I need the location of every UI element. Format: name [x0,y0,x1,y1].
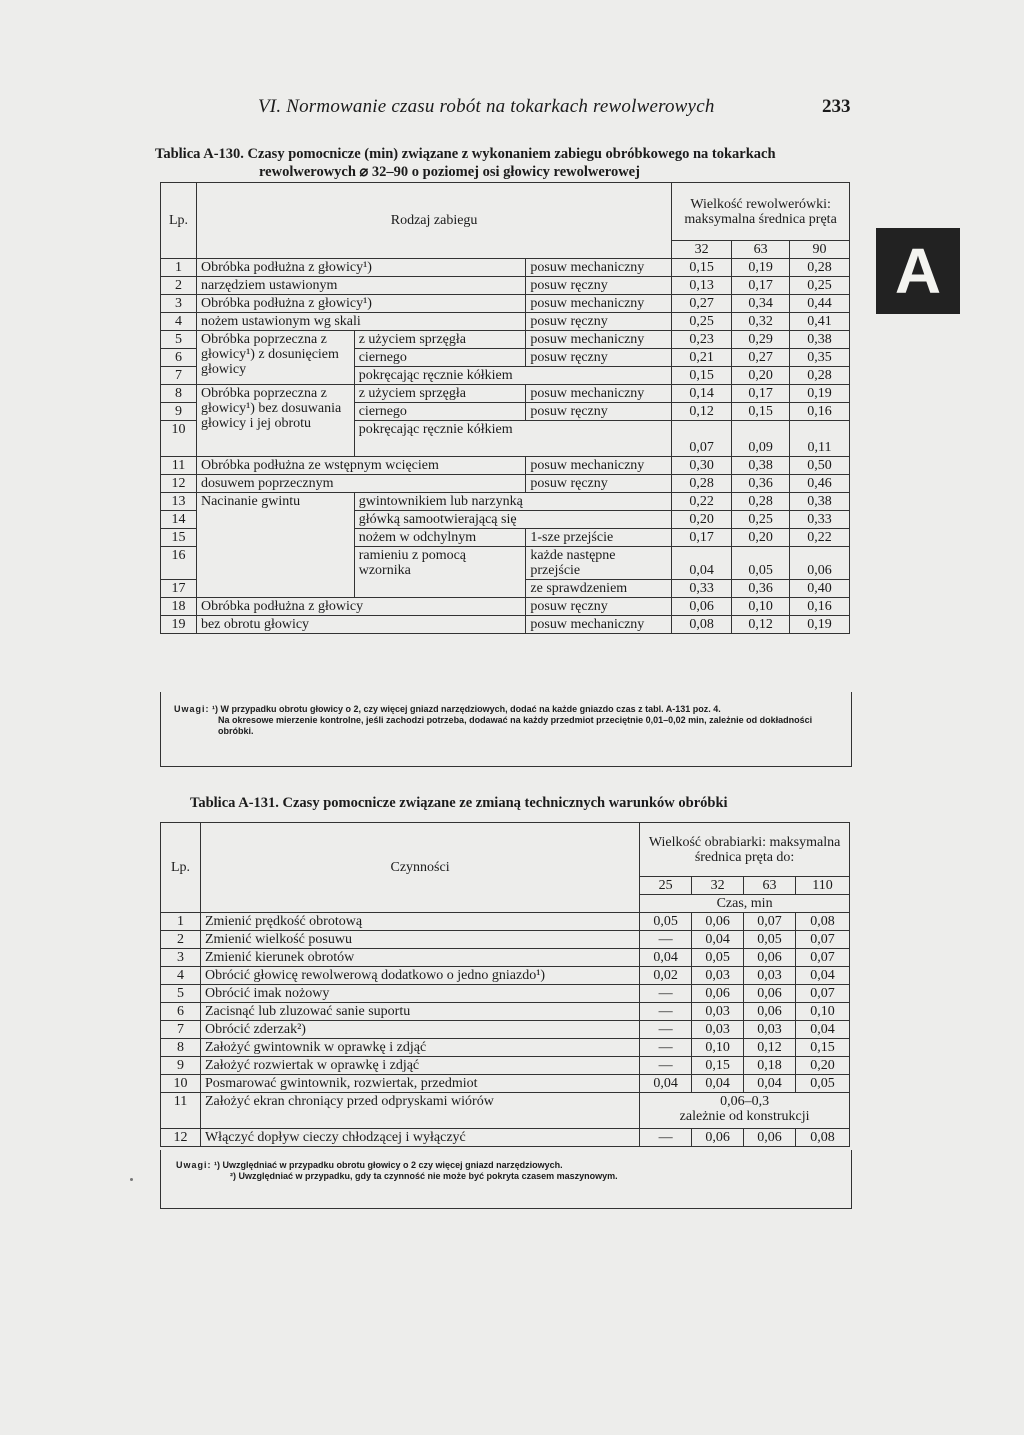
table-row: 7 pokręcając ręcznie kółkiem 0,15 0,20 0,28 [161,367,850,385]
table-row: 16 ramieniu z pomocą wzornika każde następne przejście 0,04 0,05 0,06 [161,547,850,580]
table-row: 5 Obróbka poprzeczna z głowicy¹) z dosunięciem głowicy z użyciem sprzęgła posuw mechaniczny 0,23 0,29 0,38 [161,331,850,349]
table-131-header-row [161,823,850,877]
table-row: 3 Zmienić kierunek obrotów 0,04 0,05 0,06 0,07 [161,949,850,967]
table-row: 1 Zmienić prędkość obrotową 0,05 0,06 0,07 0,08 [161,913,850,931]
unit-label: Czas, min [640,895,850,913]
col-110: 110 [796,877,850,895]
table-row: 2 Zmienić wielkość posuwu — 0,04 0,05 0,07 [161,931,850,949]
table-row: 8 Założyć gwintownik w oprawkę i zdjąć — 0,10 0,12 0,15 [161,1039,850,1057]
table-row: 18 Obróbka podłużna z głowicy posuw ręczny 0,06 0,10 0,16 [161,598,850,616]
table-row: 19 bez obrotu głowicy posuw mechaniczny 0,08 0,12 0,19 [161,616,850,634]
note-text: ¹) W przypadku obrotu głowicy o 2, czy więcej gniazd narzędziowych, dodać na każde gniazdo czas z tabl. A-131 poz. 4. [212,704,721,714]
table-row: 14 główką samootwierającą się 0,20 0,25 0,33 [161,511,850,529]
table-row: 13 Nacinanie gwintu gwintownikiem lub narzynką 0,22 0,28 0,38 [161,493,850,511]
table-130-note-1 [174,704,838,715]
table-row: 11 Założyć ekran chroniący przed odpryskami wiórów 0,06–0,3 zależnie od konstrukcji [161,1093,850,1129]
table-row: 11 Obróbka podłużna ze wstępnym wcięciem posuw mechaniczny 0,30 0,38 0,50 [161,457,850,475]
table-row: 2 narzędziem ustawionym posuw ręczny 0,13 0,17 0,25 [161,277,850,295]
page-number: 233 [822,96,851,117]
col-63: 63 [744,877,796,895]
table-row: 8 Obróbka poprzeczna z głowicy¹) bez dosuwania głowicy i jej obrotu z użyciem sprzęgła posuw mechaniczny 0,14 0,17 0,19 [161,385,850,403]
table-row: 17 ze sprawdzeniem 0,33 0,36 0,40 [161,580,850,598]
table-130-caption-line2: rewolwerowych ⌀ 32–90 o poziomej osi głowicy rewolwerowej [259,164,640,180]
table-130-header-row [161,183,850,241]
col-32: 32 [672,241,732,259]
table-row: 4 Obrócić głowicę rewolwerową dodatkowo o jedno gniazdo¹) 0,02 0,03 0,03 0,04 [161,967,850,985]
table-row: 12 dosuwem poprzecznym posuw ręczny 0,28 0,36 0,46 [161,475,850,493]
col-czynnosci: Czynności [200,823,639,913]
table-row: 5 Obrócić imak nożowy — 0,06 0,06 0,07 [161,985,850,1003]
table-row: 15 nożem w odchylnym 1-sze przejście 0,17 0,20 0,22 [161,529,850,547]
table-130-caption-line1: Tablica A-130. Czasy pomocnicze (min) związane z wykonaniem zabiegu obróbkowego na tokarkach [155,146,776,162]
table-row: 10 pokręcając ręcznie kółkiem 0,07 0,09 0,11 [161,421,850,457]
table-131-caption: Tablica A-131. Czasy pomocnicze związane ze zmianą technicznych warunków obróbki [190,795,728,811]
table-130-note-2: Na okresowe mierzenie kontrolne, jeśli zachodzi potrzeba, dodawać na każdy przedmiot przeciętnie 0,01–0,02 min, zależnie od dokładności obróbki. [218,715,813,736]
col-wielkosc: Wielkość obrabiarki: maksymalna średnica pręta do: [640,823,850,877]
running-title: VI. Normowanie czasu robót na tokarkach rewolwerowych [258,96,715,117]
table-row: 9 Założyć rozwiertak w oprawkę i zdjąć — 0,15 0,18 0,20 [161,1057,850,1075]
col-lp: Lp. [161,823,201,913]
note-text: ¹) Uwzględniać w przypadku obrotu głowicy o 2 czy więcej gniazd narzędziowych. [214,1160,563,1170]
table-130 [160,182,850,634]
print-speck [130,1178,133,1181]
table-131-note-1 [176,1160,836,1171]
table-row: 12 Włączyć dopływ cieczy chłodzącej i wyłączyć — 0,06 0,06 0,08 [161,1129,850,1147]
col-wielkosc: Wielkość rewolwerówki: maksymalna średnica pręta [672,183,850,241]
table-row: 3 Obróbka podłużna z głowicy¹) posuw mechaniczny 0,27 0,34 0,44 [161,295,850,313]
table-row: 10 Posmarować gwintownik, rozwiertak, przedmiot 0,04 0,04 0,04 0,05 [161,1075,850,1093]
merged-time-cell: 0,06–0,3 zależnie od konstrukcji [640,1093,850,1129]
col-25: 25 [640,877,692,895]
table-130-caption [155,145,776,181]
table-130-notes [174,704,838,737]
col-rodzaj: Rodzaj zabiegu [196,183,671,259]
table-row: 7 Obrócić zderzak²) — 0,03 0,03 0,04 [161,1021,850,1039]
table-row: 6 Zacisnąć lub zluzować sanie suportu — 0,03 0,06 0,10 [161,1003,850,1021]
table-row: 1 Obróbka podłużna z głowicy¹) posuw mechaniczny 0,15 0,19 0,28 [161,259,850,277]
table-row: 9 ciernego posuw ręczny 0,12 0,15 0,16 [161,403,850,421]
col-63: 63 [732,241,790,259]
col-lp: Lp. [161,183,197,259]
col-32: 32 [692,877,744,895]
table-131 [160,822,850,1147]
notes-label: Uwagi: [176,1160,212,1170]
table-row: 4 nożem ustawionym wg skali posuw ręczny 0,25 0,32 0,41 [161,313,850,331]
col-90: 90 [790,241,850,259]
table-131-notes [176,1160,836,1182]
section-tab: A [876,228,960,314]
notes-label: Uwagi: [174,704,210,714]
table-row: 6 ciernego posuw ręczny 0,21 0,27 0,35 [161,349,850,367]
table-131-note-2: ²) Uwzględniać w przypadku, gdy ta czynność nie może być pokryta czasem maszynowym. [230,1171,618,1181]
